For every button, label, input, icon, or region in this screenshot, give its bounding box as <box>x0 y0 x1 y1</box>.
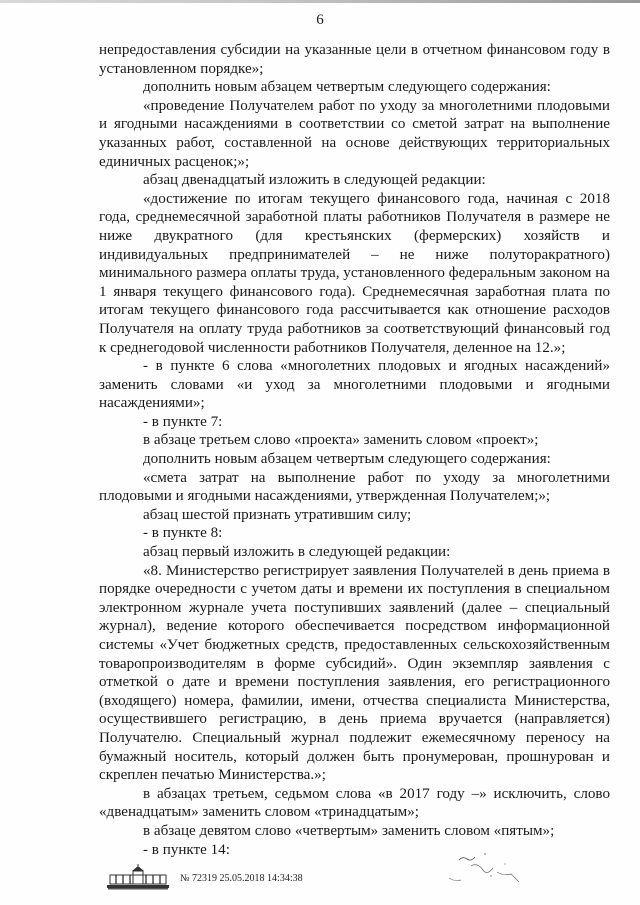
paragraph: «достижение по итогам текущего финансового года, начиная с 2018 года, среднемесячной заработной платы работников Получателя в размере не ниже двукратного (для крестьянских (фермерских) хозяйств и индивидуальных предпринимателей – не ниже полуторакратного) минимального размера оплаты труда, установленного федеральным законом на 1 января текущего финансового года). Среднемесячная заработная плата по итогам текущего финансового года рассчитывается как отношение расходов Получателя на оплату труда работников за соответствующий финансовый год к среднегодовой численности работников Получателя, деленное на 12.»; <box>99 190 610 356</box>
paragraph: дополнить новым абзацем четвертым следующего содержания: <box>143 451 551 468</box>
paragraph: - в пункте 7: <box>143 413 223 430</box>
scan-edge <box>0 0 640 3</box>
paragraph: «смета затрат на выполнение работ по уходу за многолетними плодовыми и ягодными насаждениями, утвержденная Получателем;»; <box>99 469 610 505</box>
paragraph: в абзаце третьем слово «проекта» заменить словом «проект»; <box>143 432 539 449</box>
paragraph: «8. Министерство регистрирует заявления Получателей в день приема в порядке очередности с учетом даты и времени их поступления в специальном электронном журнале учета поступивших заявлений (далее – специальный журнал), ведение которого обеспечивается посредством информационной системы «Учет бюджетных средств, предоставленных сельскохозяйственным товаропроизводителям в форме субсидий». Один экземпляр заявления с отметкой о дате и времени поступления заявления, его регистрационного (входящего) номера, фамилии, имени, отчества специалиста Министерства, осуществившего регистрацию, в день приема вручается (направляется) Получателю. Специальный журнал подлежит ежемесячному переносу на бумажный носитель, который должен быть пронумерован, прошнурован и скреплен печатью Министерства.»; <box>99 562 610 784</box>
paragraph: «проведение Получателем работ по уходу за многолетними плодовыми и ягодными насаждениями в соответствии со сметой затрат на выполнение указанных работ, составленной на основе действующих территориальных единичных расценок;»; <box>99 97 610 170</box>
signature-mark <box>441 846 561 890</box>
page-footer <box>86 864 616 894</box>
paragraph: абзац шестой признать утратившим силу; <box>143 506 412 523</box>
paragraph: - в пункте 8: <box>143 525 223 542</box>
paragraph: в абзацах третьем, седьмом слова «в 2017 году –» исключить, слово «двенадцатым» заменить словом «тринадцатым»; <box>99 785 610 821</box>
building-logo-icon <box>106 864 170 890</box>
page-number: 6 <box>316 12 324 28</box>
paragraph: в абзаце девятом слово «четвертым» заменить словом «пятым»; <box>143 822 555 839</box>
paragraph: абзац первый изложить в следующей редакции: <box>143 544 451 561</box>
paragraph: непредоставления субсидии на указанные цели в отчетном финансовом году в установленном порядке»; <box>99 42 610 77</box>
paragraph: - в пункте 6 слова «многолетних плодовых и ягодных насаждений» заменить словами «и уход за многолетними плодовыми и ягодными насаждениями»; <box>99 358 610 412</box>
document-body <box>99 41 610 859</box>
paragraph: дополнить новым абзацем четвертым следующего содержания: <box>143 79 551 96</box>
paragraph: - в пункте 14: <box>143 841 230 858</box>
registration-stamp: № 72319 25.05.2018 14:34:38 <box>180 873 303 884</box>
paragraph: абзац двенадцатый изложить в следующей редакции: <box>143 172 486 189</box>
